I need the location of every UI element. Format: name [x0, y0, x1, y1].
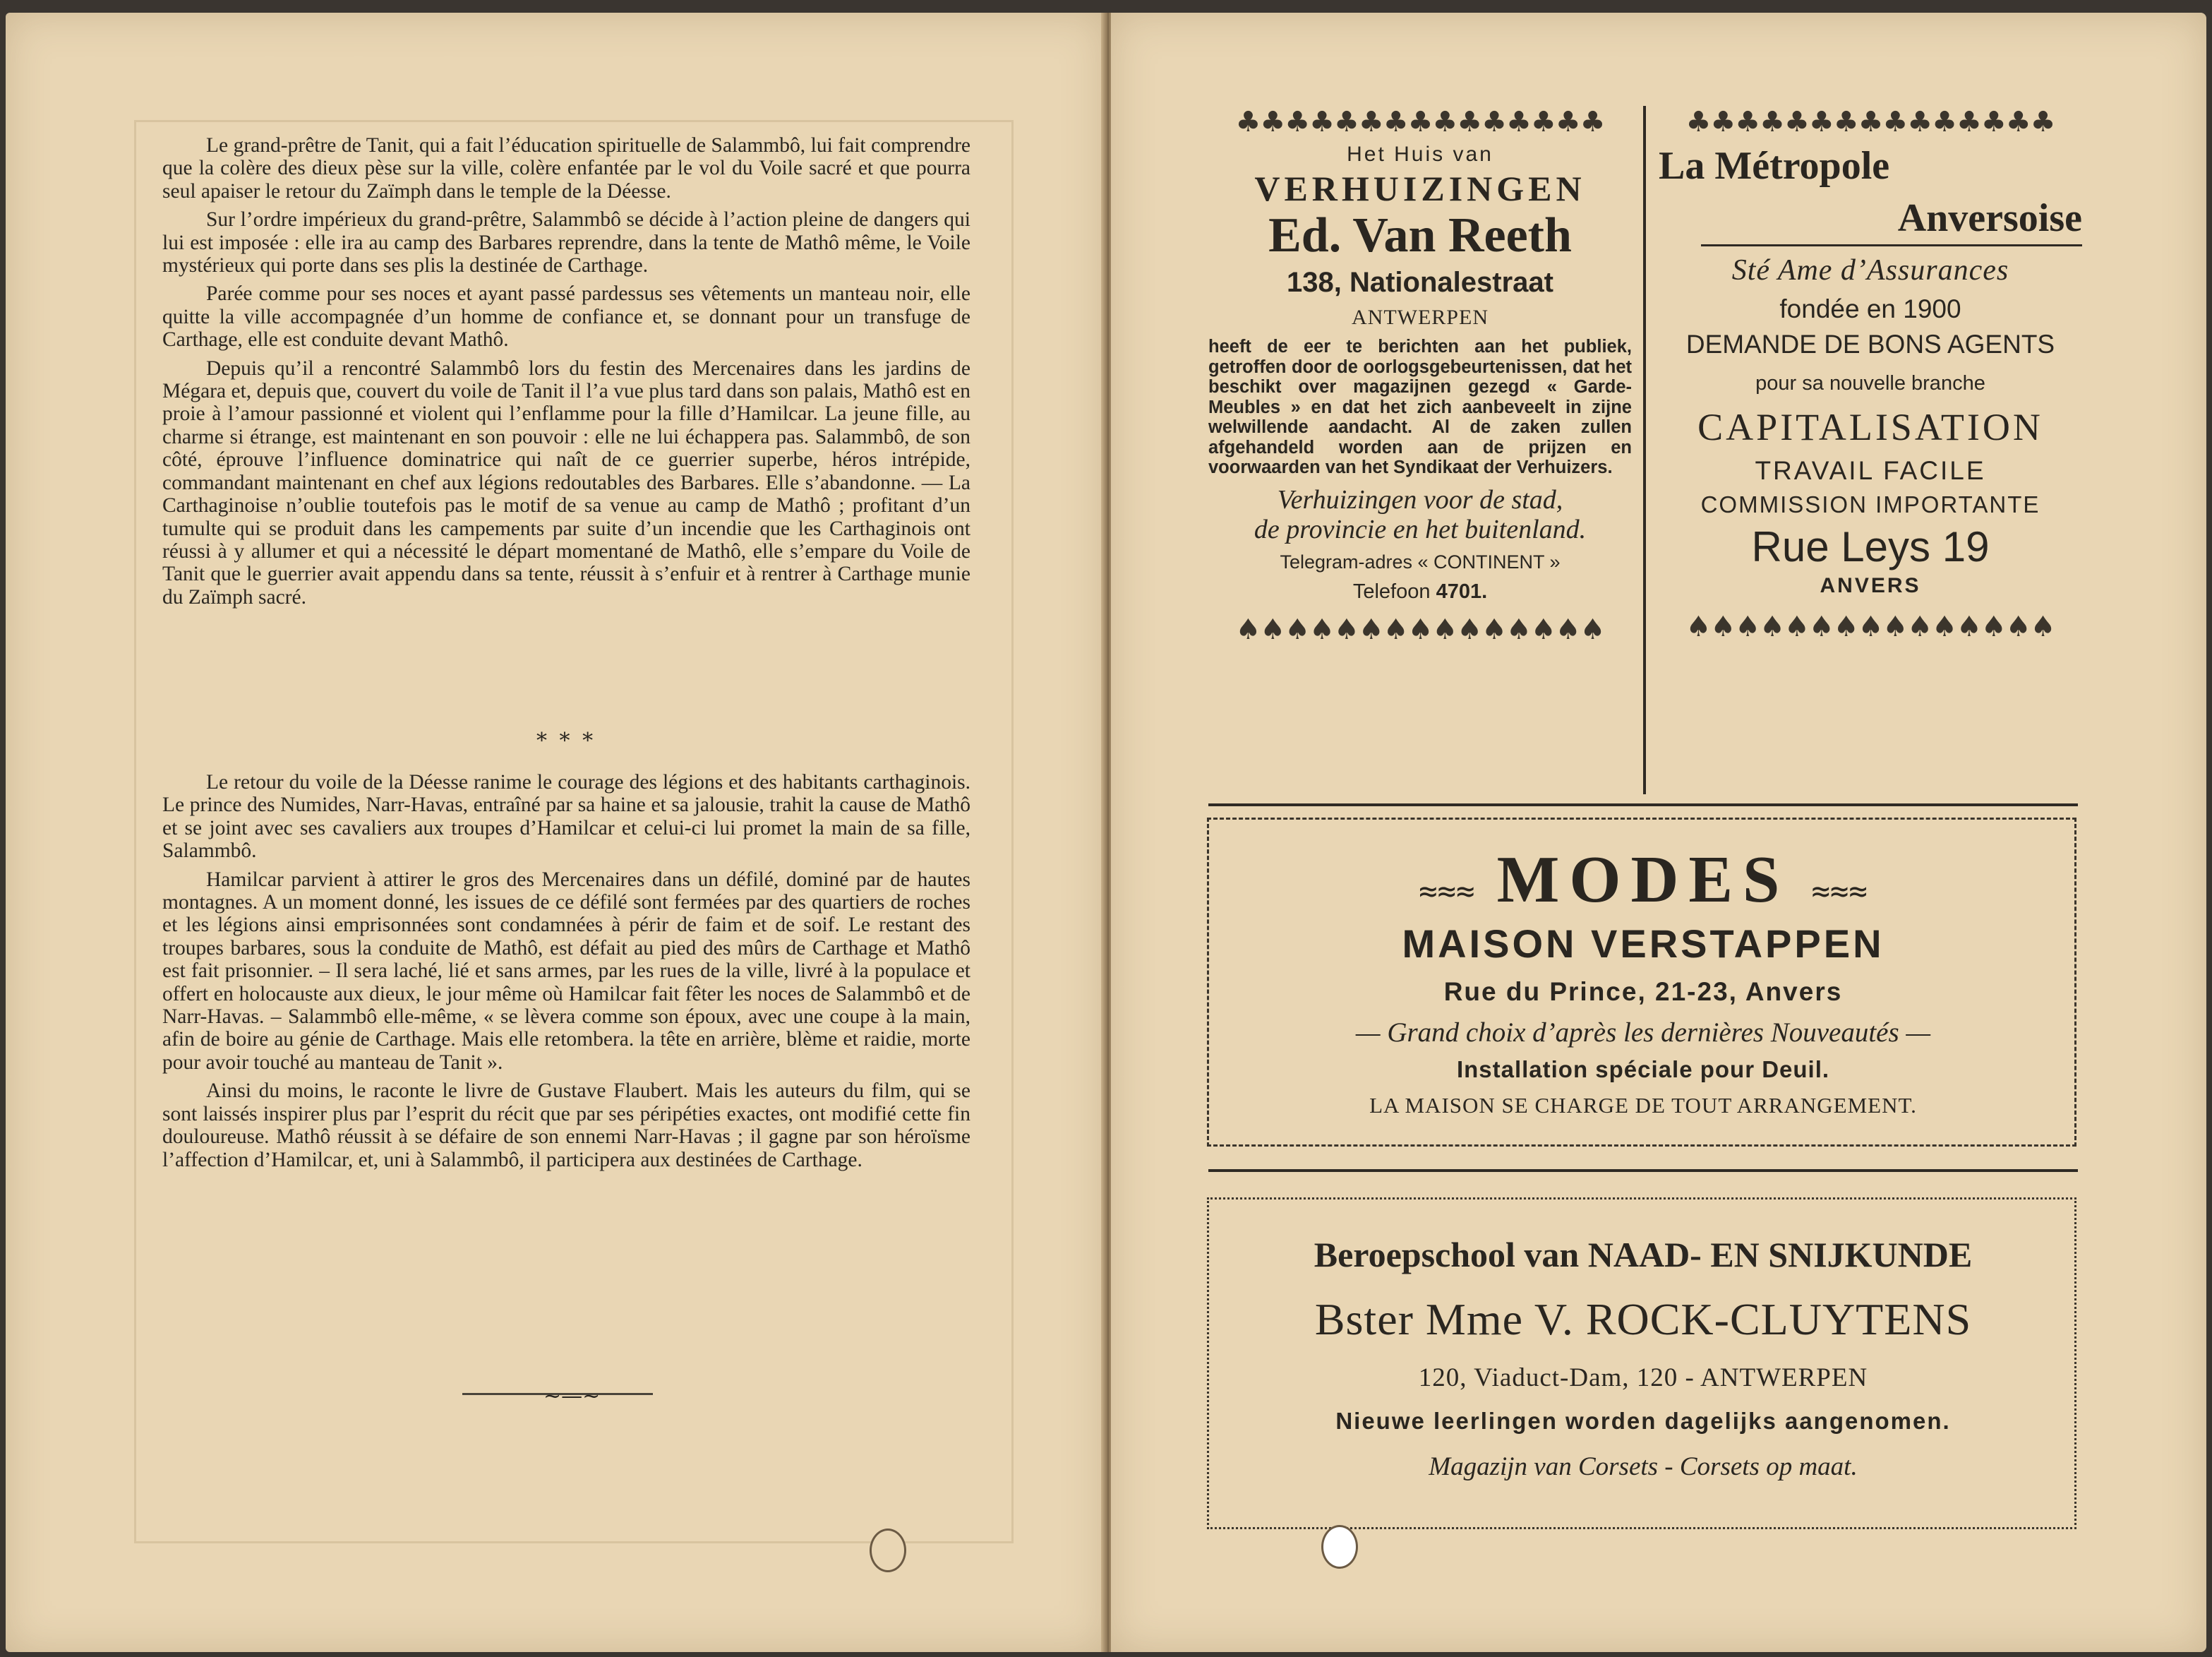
story-paragraph: Le grand-prêtre de Tanit, qui a fait l’éducation spirituelle de Salammbô, lui fait comprendre que la colère des dieux pèse sur la ville, colère enfantée par le vol du Voile sacré et que pourra seul apaiser le retour du Zaïmph dans le temple de la Déesse.	[162, 134, 970, 203]
story-paragraph: Parée comme pour ses noces et ayant passé pardessus ses vêtements un manteau noir, elle quitte la ville accompagnée d’un homme de confiance et, se donnant pour un transfuge de Carthage, elle est conduite devant Mathô.	[162, 282, 970, 352]
ornament-bottom: ♠♠♠♠♠♠♠♠♠♠♠♠♠♠♠	[1685, 611, 2055, 643]
ad-modes-line5: LA MAISON SE CHARGE DE TOUT ARRANGEMENT.	[1369, 1093, 1917, 1118]
ornament-top: ♣♣♣♣♣♣♣♣♣♣♣♣♣♣♣	[1685, 106, 2055, 138]
section-stars: * * *	[536, 729, 596, 753]
ad-metropole	[1659, 106, 2082, 643]
ad-rule-top	[1208, 803, 2078, 806]
ad-modes-title: MODES	[1496, 843, 1790, 916]
ad-beroepschool-line1: Beroepschool van NAAD- EN SNIJKUNDE	[1314, 1235, 1973, 1274]
ad-verhuizingen-line4: 138, Nationalestraat	[1287, 267, 1553, 298]
story-text-part2	[162, 771, 970, 1177]
end-separator-ornament: ~—~	[543, 1384, 601, 1408]
story-paragraph: Hamilcar parvient à attirer le gros des Mercenaires dans un défilé, dominé par de hautes montagnes. A un moment donné, les issues de ce défilé sont fermées par des quartiers de roches et les légions ainsi emprisonnées sont condamnées à périr de faim et de soif. Le restant des troupes barbares, sous la conduite de Mathô, est défait au pied des mûrs de Carthage et Mathô est fait prisonnier. – Il sera laché, lié et sans armes, par les rues de la ville, livré à la populace et offert en holocauste aux dieux, le jour même où Hamilcar fait fêter les noces de Salammbô et de Narr-Havas. – Salammbô elle-même, « se lèvera comme son époux, avec une coupe à la main, afin de boire au génie de Carthage. Mais elle retombera. la tête en arrière, blème et raidie, morte pour avoir touché au manteau de Tanit ».	[162, 868, 970, 1074]
phone-number: 4701.	[1436, 580, 1488, 603]
ad-beroepschool	[1207, 1197, 2079, 1532]
ad-metropole-line4: fondée en 1900	[1779, 294, 1961, 323]
ad-metropole-line3: Sté Ame d’Assurances	[1731, 254, 2009, 287]
story-text-part1	[162, 134, 970, 614]
phone-label: Telefoon	[1352, 580, 1431, 603]
story-paragraph: Ainsi du moins, le raconte le livre de Gustave Flaubert. Mais les auteurs du film, qui se sont laissés inspirer plus par l’esprit du récit que par ses péripéties exactes, ont modifié cette fin douloureuse. Mathô réussit à se défaire de son ennemi Narr-Havas ; il gagne par son héroïsme l’affection d’Hamilcar, et, uni à Salammbô, il participera aux destinées de Carthage.	[162, 1079, 970, 1171]
ad-rule-bottom	[1208, 1169, 2078, 1172]
ad-metropole-line2: Anversoise	[1897, 196, 2082, 240]
ad-modes-line1: MAISON VERSTAPPEN	[1402, 921, 1885, 966]
ad-modes	[1207, 818, 2079, 1149]
ad-verhuizingen	[1208, 106, 1632, 646]
ad-metropole-line5: DEMANDE DE BONS AGENTS	[1685, 330, 2055, 359]
ad-metropole-line1: La Métropole	[1659, 144, 1890, 188]
ad-metropole-line9: COMMISSION IMPORTANTE	[1700, 491, 2040, 518]
ad-verhuizingen-telegram: Telegram-adres « CONTINENT »	[1280, 551, 1561, 573]
story-paragraph: Depuis qu’il a rencontré Salammbô lors du festin des Mercenaires dans les jardins de Mégara et, depuis que, couvert du voile de Tanit il l’a vue plus tard dans son palais, Mathô est en proie à l’amour passionné et violent qui l’enflamme pour la fille d’Hamilcar. La jeune fille, au charme si étrange, est maintenant en son pouvoir : elle ne lui échappera pas. Salammbô, de son côté, éprouve l’influence dominatrice qui naît de ce guerrier superbe, héros intrépide, commandant maintenant en chef aux légions redoutables des Barbares. Elle s’abandonne. — La Carthaginoise n’oublie toutefois pas le motif de sa venue au camp de Mathô ; profitant d’un tumulte qui se produit dans les campements par suite d’un incendie que les Carthaginois ont réussi à y allumer et qui a nécessité le départ momentané de Mathô, elle s’empare du Voile de Tanit que le guerrier avait appendu dans sa tente, réussit à s’enfuir et à rentrer à Carthage munie du Zaïmph sacré.	[162, 357, 970, 609]
ad-modes-title-row	[1207, 842, 2079, 918]
binding-hole-left	[870, 1529, 906, 1572]
ad-beroepschool-line3: 120, Viaduct-Dam, 120 - ANTWERPEN	[1418, 1363, 1868, 1392]
ad-verhuizingen-line5: ANTWERPEN	[1352, 306, 1489, 329]
column-divider	[1643, 106, 1646, 794]
ad-verhuizingen-line3: Ed. Van Reeth	[1268, 208, 1572, 263]
ornament-bottom: ♠♠♠♠♠♠♠♠♠♠♠♠♠♠♠	[1235, 613, 1605, 646]
binding-hole-right	[1321, 1525, 1358, 1569]
ad-modes-line4: Installation spéciale pour Deuil.	[1456, 1056, 1830, 1082]
ad-modes-line3: — Grand choix d’après les dernières Nouveautés —	[1355, 1017, 1931, 1048]
ad-metropole-rule	[1701, 244, 2082, 246]
ad-metropole-line7: CAPITALISATION	[1697, 406, 2043, 448]
story-paragraph: Sur l’ordre impérieux du grand-prêtre, Salammbô se décide à l’action pleine de dangers qui lui est imposée : elle ira au camp des Barbares reprendre, dans la tente de Mathô même, le Voile mystérieux qui porte dans ses plis la destinée de Carthage.	[162, 208, 970, 277]
ad-verhuizingen-phone	[1208, 580, 1632, 604]
ad-verhuizingen-line1: Het Huis van	[1347, 143, 1493, 166]
story-paragraph: Le retour du voile de la Déesse ranime le courage des légions et des habitants carthaginois. Le prince des Numides, Narr-Havas, entraîné par sa haine et sa jalousie, trahit la cause de Mathô et se joint avec ses cavaliers aux troupes d’Hamilcar et celui-ci lui promet la main de sa fille, Salammbô.	[162, 771, 970, 863]
flourish-left: ≈≈≈	[1419, 873, 1475, 909]
ad-metropole-line10: Rue Leys 19	[1751, 523, 1990, 570]
ad-beroepschool-line2: Bster Mme V. ROCK-CLUYTENS	[1314, 1294, 1972, 1344]
ornament-top: ♣♣♣♣♣♣♣♣♣♣♣♣♣♣♣	[1235, 106, 1605, 138]
ad-modes-line2: Rue du Prince, 21-23, Anvers	[1443, 977, 1843, 1006]
ad-metropole-line6: pour sa nouvelle branche	[1755, 372, 1985, 395]
ad-verhuizingen-line2: VERHUIZINGEN	[1254, 169, 1586, 208]
ad-beroepschool-line5: Magazijn van Corsets - Corsets op maat.	[1429, 1452, 1858, 1481]
ad-verhuizingen-slogan1: Verhuizingen voor de stad,	[1277, 484, 1563, 515]
ad-verhuizingen-slogan2: de provincie en het buitenland.	[1254, 514, 1587, 544]
ad-metropole-line8: TRAVAIL FACILE	[1755, 456, 1986, 485]
flourish-right: ≈≈≈	[1811, 873, 1868, 909]
ad-metropole-line11: ANVERS	[1820, 574, 1921, 597]
ad-beroepschool-line4: Nieuwe leerlingen worden dagelijks aangenomen.	[1335, 1408, 1951, 1434]
ad-verhuizingen-body: heeft de eer te berichten aan het publiek, getroffen door de oorlogsgebeurtenissen, dat het beschikt over magazijnen gezegd « Garde-Meubles » en dat het zich aanbeveelt in zijne welwillende aandacht. Al de zaken zullen afgehandeld worden aan de prijzen en voorwaarden van het Syndikaat der Verhuizers.	[1208, 337, 1632, 477]
